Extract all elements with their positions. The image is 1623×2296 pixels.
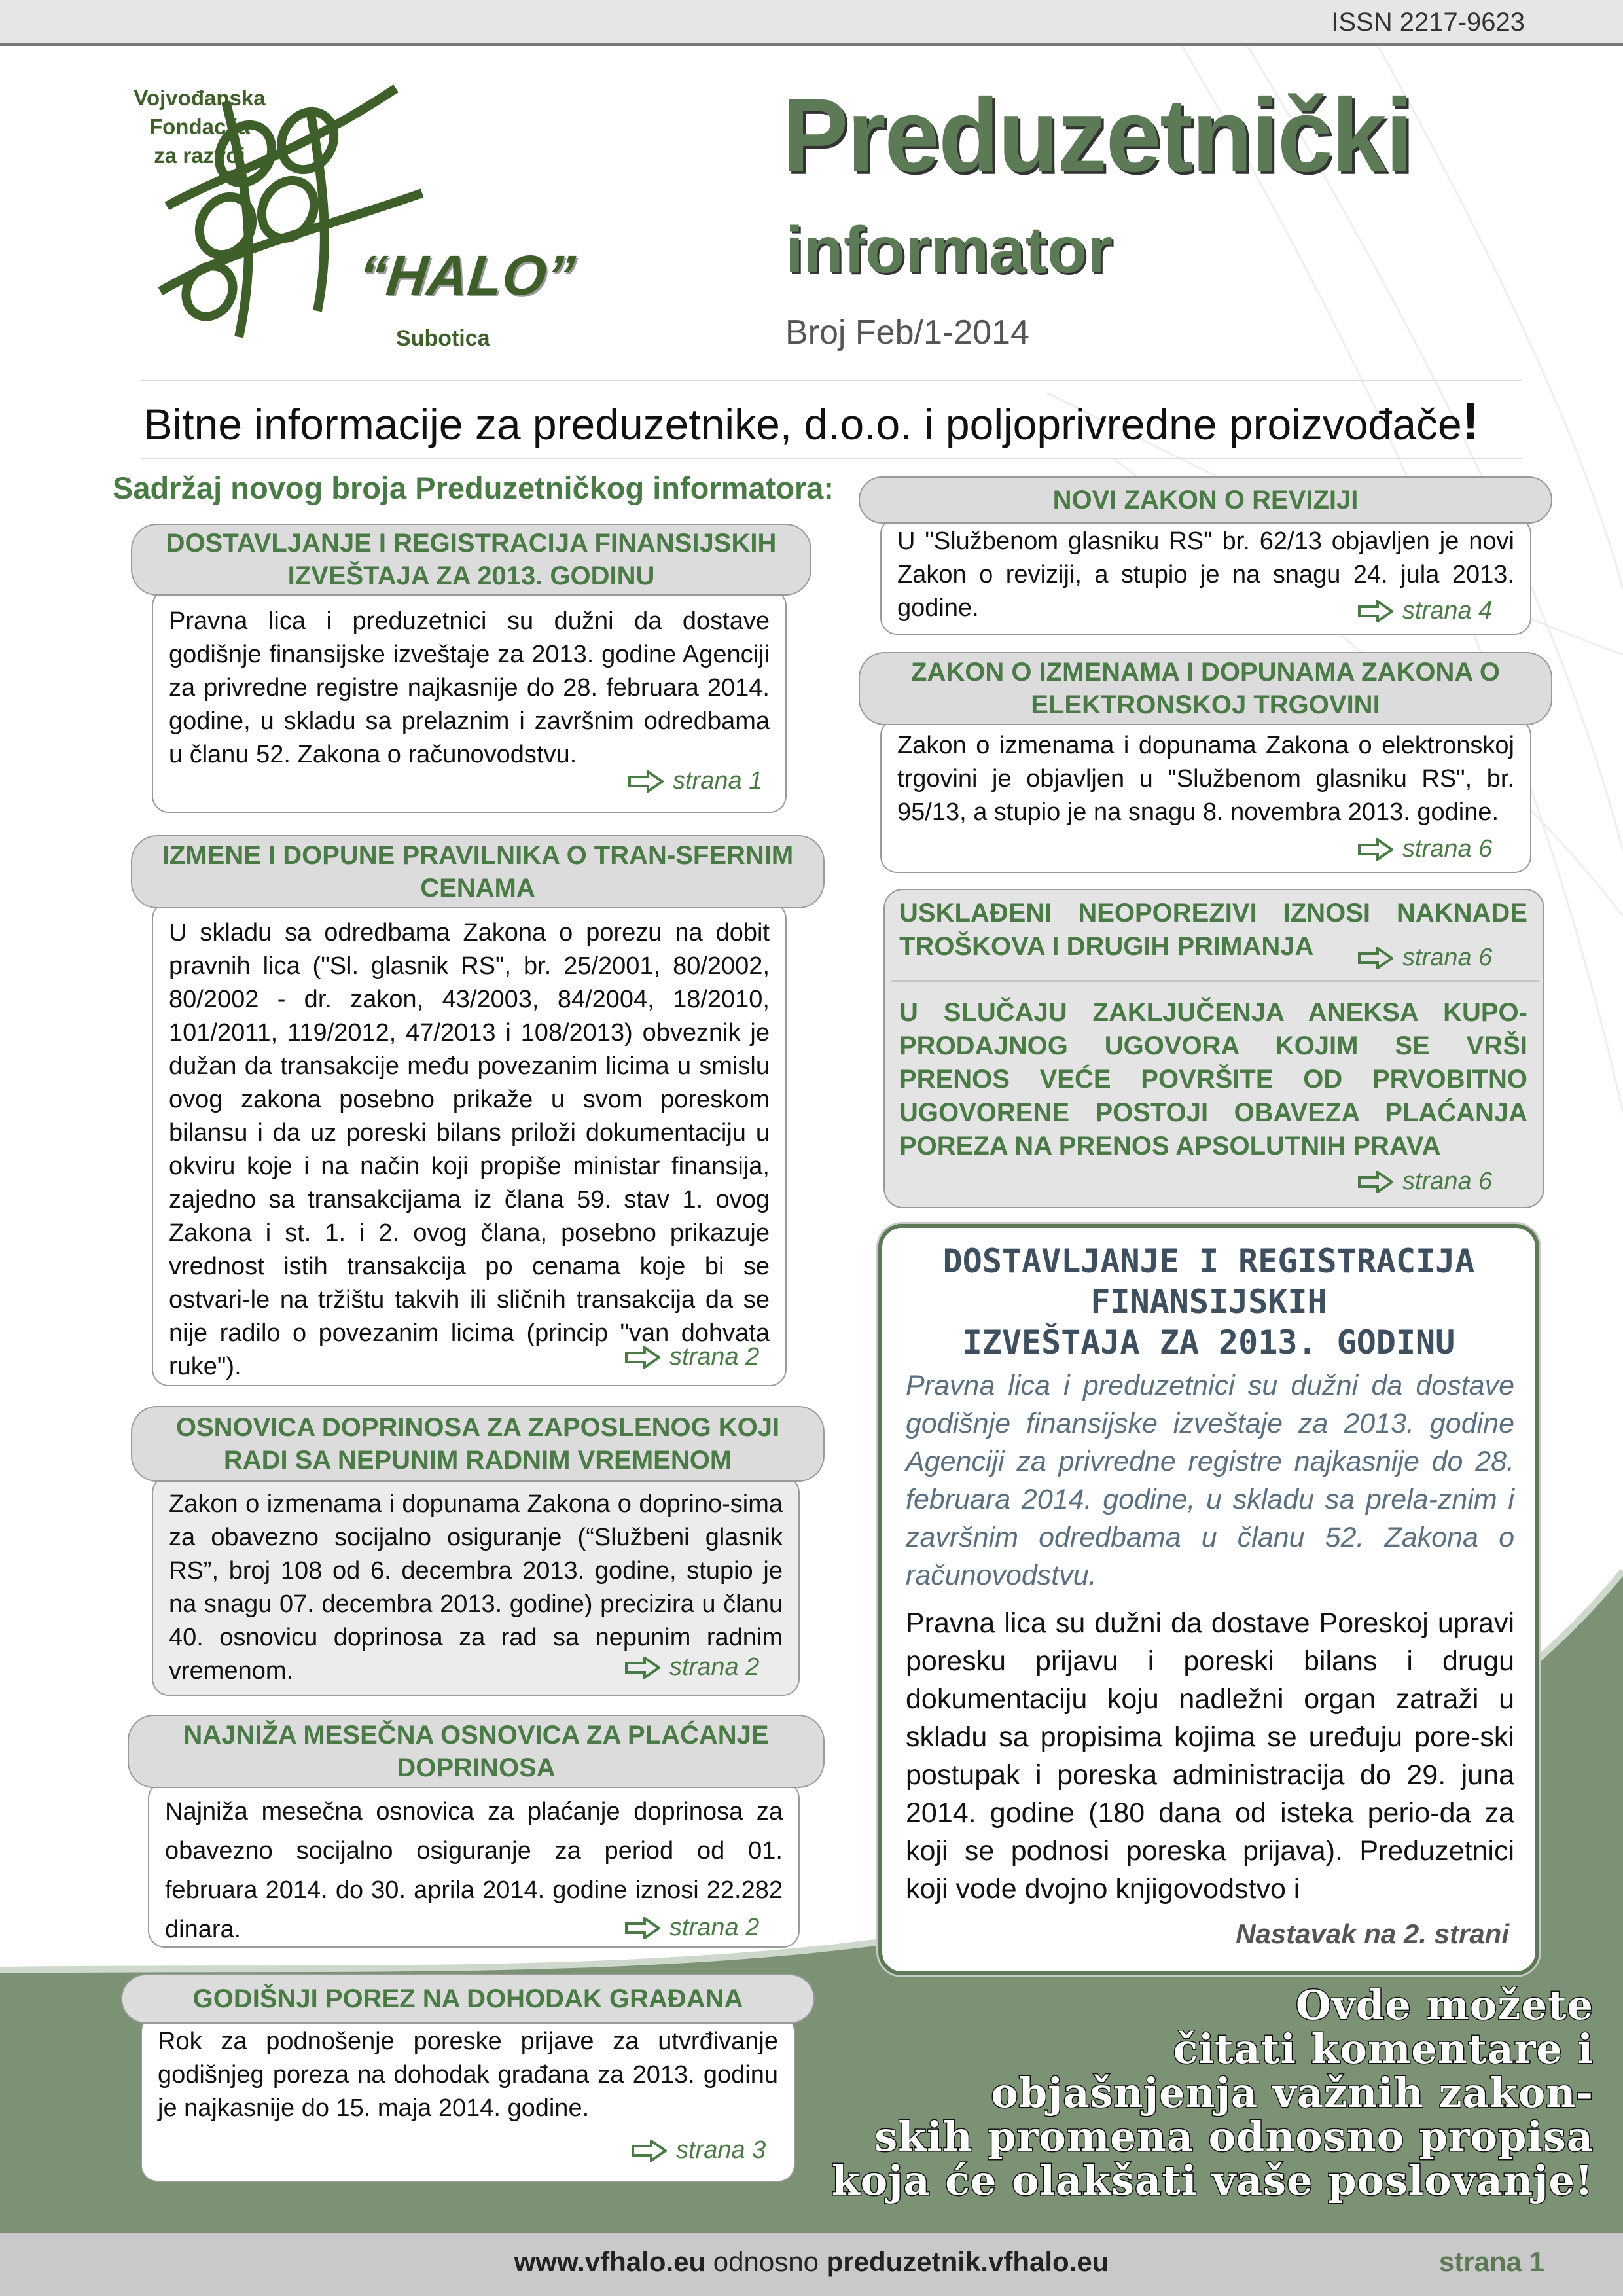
masthead-title: Preduzetnički	[782, 77, 1412, 194]
page-link[interactable]	[628, 767, 762, 795]
footer-links	[0, 2246, 1623, 2278]
featured-title-line: DOSTAVLJANJE I REGISTRACIJA	[942, 1242, 1475, 1280]
page-link[interactable]	[1358, 1168, 1492, 1196]
logo-org-line1: Vojvođanska Fondacija	[134, 86, 266, 139]
article-summary: U "Službenom glasniku RS" br. 62/13 objavljen je novi Zakon o reviziji, a stupio je na snagu 24. jula 2013. godine.	[897, 528, 1514, 622]
promo-text	[832, 1983, 1594, 2202]
halo-logo-icon	[147, 75, 461, 350]
arrow-right-icon	[1358, 838, 1393, 861]
page-link[interactable]	[1358, 597, 1492, 625]
page-link-label: strana 3	[676, 2136, 766, 2164]
page-link-label: strana 6	[1402, 1168, 1493, 1195]
issue-number: Broj Feb/1-2014	[785, 314, 1029, 351]
arrow-right-icon	[625, 1657, 660, 1679]
featured-title	[882, 1241, 1535, 1363]
article-summary: Najniža mesečna osnovica za plaćanje doprinosa za obavezno socijalno osiguranje za period od 01. februara 2014. do 30. aprila 2014. godine iznosi 22.282 dinara.	[165, 1798, 783, 1943]
page-link[interactable]	[632, 2136, 766, 2164]
arrow-right-icon	[1358, 600, 1393, 622]
page-link-label: strana 4	[1402, 597, 1493, 624]
page-link-label: strana 2	[669, 1343, 760, 1371]
arrow-right-icon	[1358, 947, 1393, 969]
article-title[interactable]: IZMENE I DOPUNE PRAVILNIKA O TRAN-SFERNIM CENAMA	[131, 835, 825, 908]
page-link-label: strana 1	[673, 767, 763, 795]
featured-title-line: FINANSIJSKIH	[1090, 1283, 1327, 1321]
issn-number: ISSN 2217-9623	[1331, 8, 1525, 37]
toc-heading: Sadržaj novog broja Preduzetničkog informatora:	[113, 471, 834, 505]
website-link[interactable]: www.vfhalo.eu	[514, 2246, 706, 2277]
promo-line: skih promena odnosno propisa	[874, 2113, 1594, 2161]
page-link[interactable]	[1358, 944, 1492, 972]
page-link[interactable]	[1358, 835, 1492, 863]
arrow-right-icon	[1358, 1171, 1393, 1193]
logo-name: “HALO”	[355, 244, 578, 307]
featured-title-line: IZVEŠTAJA ZA 2013. GODINU	[962, 1323, 1455, 1361]
article-title[interactable]: USKLAĐENI NEOPOREZIVI IZNOSI NAKNADE TROŠKOVA I DRUGIH PRIMANJA	[899, 899, 1527, 961]
arrow-right-icon	[632, 2140, 667, 2162]
article-summary: Rok za podnošenje poreske prijave za utvrđivanje godišnjeg poreza na dohodak građana za 2013. godinu je najkasnije do 15. maja 2014. godine.	[158, 2028, 778, 2122]
divider	[141, 458, 1522, 459]
tagline-text: Bitne informacije za preduzetnike, d.o.o. i poljoprivredne proizvođače	[143, 400, 1462, 448]
featured-body: Pravna lica su dužni da dostave Poreskoj upravi poresku prijavu i poreski bilans i drugu dokumentaciju koju nadležni organ zatraži u skladu sa propisima kojima se uređuju pore-ski postupak i poreska administracija do 29. juna 2014. godine (180 dana od isteka perio-da za koji se podnosi poreska prijava). Preduzetnici koji vode dvojno knjigovodstvo i	[906, 1607, 1514, 1905]
article-summary: Zakon o izmenama i dopunama Zakona o elektronskoj trgovini je objavljen u "Službenom glasniku RS", br. 95/13, a stupio je na snagu 8. novembra 2013. godine.	[897, 732, 1514, 826]
article-title[interactable]: DOSTAVLJANJE I REGISTRACIJA FINANSIJSKIH IZVEŠTAJA ZA 2013. GODINU	[131, 524, 812, 596]
page-link[interactable]	[625, 1914, 759, 1942]
continued-link[interactable]: Nastavak na 2. strani	[1236, 1918, 1509, 1949]
page-link-label: strana 6	[1402, 944, 1493, 971]
footer-separator: odnosno	[705, 2246, 827, 2277]
article-title[interactable]: OSNOVICA DOPRINOSA ZA ZAPOSLENOG KOJI RADI SA NEPUNIM RADNIM VREMENOM	[131, 1406, 825, 1482]
divider	[141, 380, 1522, 381]
page-link-label: strana 2	[669, 1653, 760, 1681]
page-link[interactable]	[625, 1343, 759, 1371]
article-summary: U skladu sa odredbama Zakona o porezu na dobit pravnih lica ("Sl. glasnik RS", br. 25/2001, 80/2002, 80/2002 - dr. zakon, 43/2003, 84/2004, 18/2010, 101/2011, 119/2012, 47/2013 i 108/2013) obveznik je dužan da transakcije među povezanim licima u smislu ovog zakona posebno prikaže u svom poreskom bilansu i da uz poreski bilans priloži dokumentaciju u okviru koje i na način koji propiše ministar finansija, zajedno sa transakcijama iz člana 59. stav 1. ovog Zakona i st. 1. i 2. ovog člana, posebno prikazuje vrednost istih transakcija po cenama koje bi se ostvari-le na tržištu takvih ili sličnih transakcija da se nije radilo o povezanim licima (princip "van dohvata ruke").	[169, 919, 770, 1380]
featured-article	[878, 1224, 1539, 1975]
promo-line: čitati komentare i	[1173, 2025, 1594, 2073]
page-number: strana 1	[1438, 2246, 1544, 2277]
website-link[interactable]: preduzetnik.vfhalo.eu	[826, 2246, 1109, 2277]
article-title[interactable]: ZAKON O IZMENAMA I DOPUNAMA ZAKONA O ELEKTRONSKOJ TRGOVINI	[859, 652, 1552, 725]
featured-lead: Pravna lica i preduzetnici su dužni da dostave godišnje finansijske izveštaje za 2013. godine Agenciji za privredne registre najkasnije do 28. februara 2014. godine, u skladu sa prela-znim i završnim odredbama u članu 52. Zakona o računovodstvu.	[906, 1370, 1514, 1591]
promo-line: objašnjenja važnih zakon-	[991, 2069, 1594, 2117]
article-summary: Pravna lica i preduzetnici su dužni da dostave godišnje finansijske izveštaje za 2013. godine Agenciji za privredne registre najkasnije do 28. februara 2014. godine, u skladu sa prelaznim i završnim odredbama u članu 52. Zakona o računovodstvu.	[169, 607, 770, 768]
tagline-exclamation: !	[1461, 392, 1480, 450]
article-title[interactable]: U SLUČAJU ZAKLJUČENJA ANEKSA KUPO-PRODAJNOG UGOVORA KOJIM SE VRŠI PRENOS VEĆE POVRŠITE OD PRVOBITNO UGOVORENE POSTOJI OBAVEZA PLAĆANJA POREZA NA PRENOS APSOLUTNIH PRAVA	[899, 998, 1527, 1160]
page-link[interactable]	[625, 1653, 759, 1681]
arrow-right-icon	[625, 1346, 660, 1369]
tagline	[0, 391, 1623, 452]
article-box	[152, 902, 787, 1386]
masthead-subtitle: informator	[785, 213, 1113, 287]
logo-org-line2: za razvoj	[154, 143, 245, 168]
article-title[interactable]: NAJNIŽA MESEČNA OSNOVICA ZA PLAĆANJE DOPRINOSA	[128, 1715, 825, 1788]
page-link-label: strana 2	[669, 1914, 760, 1941]
promo-line: koja će olakšati vaše poslovanje!	[831, 2157, 1594, 2204]
page-link-label: strana 6	[1402, 835, 1493, 863]
arrow-right-icon	[625, 1917, 660, 1939]
promo-line: Ovde možete	[1295, 1981, 1594, 2029]
divider	[891, 980, 1539, 982]
article-title[interactable]: NOVI ZAKON O REVIZIJI	[859, 476, 1552, 524]
article-panel	[883, 889, 1544, 1208]
arrow-right-icon	[628, 770, 664, 793]
article-title[interactable]: GODIŠNJI POREZ NA DOHODAK GRAĐANA	[121, 1974, 815, 2024]
logo-city: Subotica	[396, 326, 490, 351]
article-summary: Zakon o izmenama i dopunama Zakona o doprino-sima za obavezno socijalno osiguranje (“Službeni glasnik RS”, broj 108 od 6. decembra 2013. godine, stupio je na snagu 07. decembra 2013. godine) precizira u članu 40. osnovicu doprinosa za rad sa nepunim radnim vremenom.	[169, 1490, 783, 1685]
